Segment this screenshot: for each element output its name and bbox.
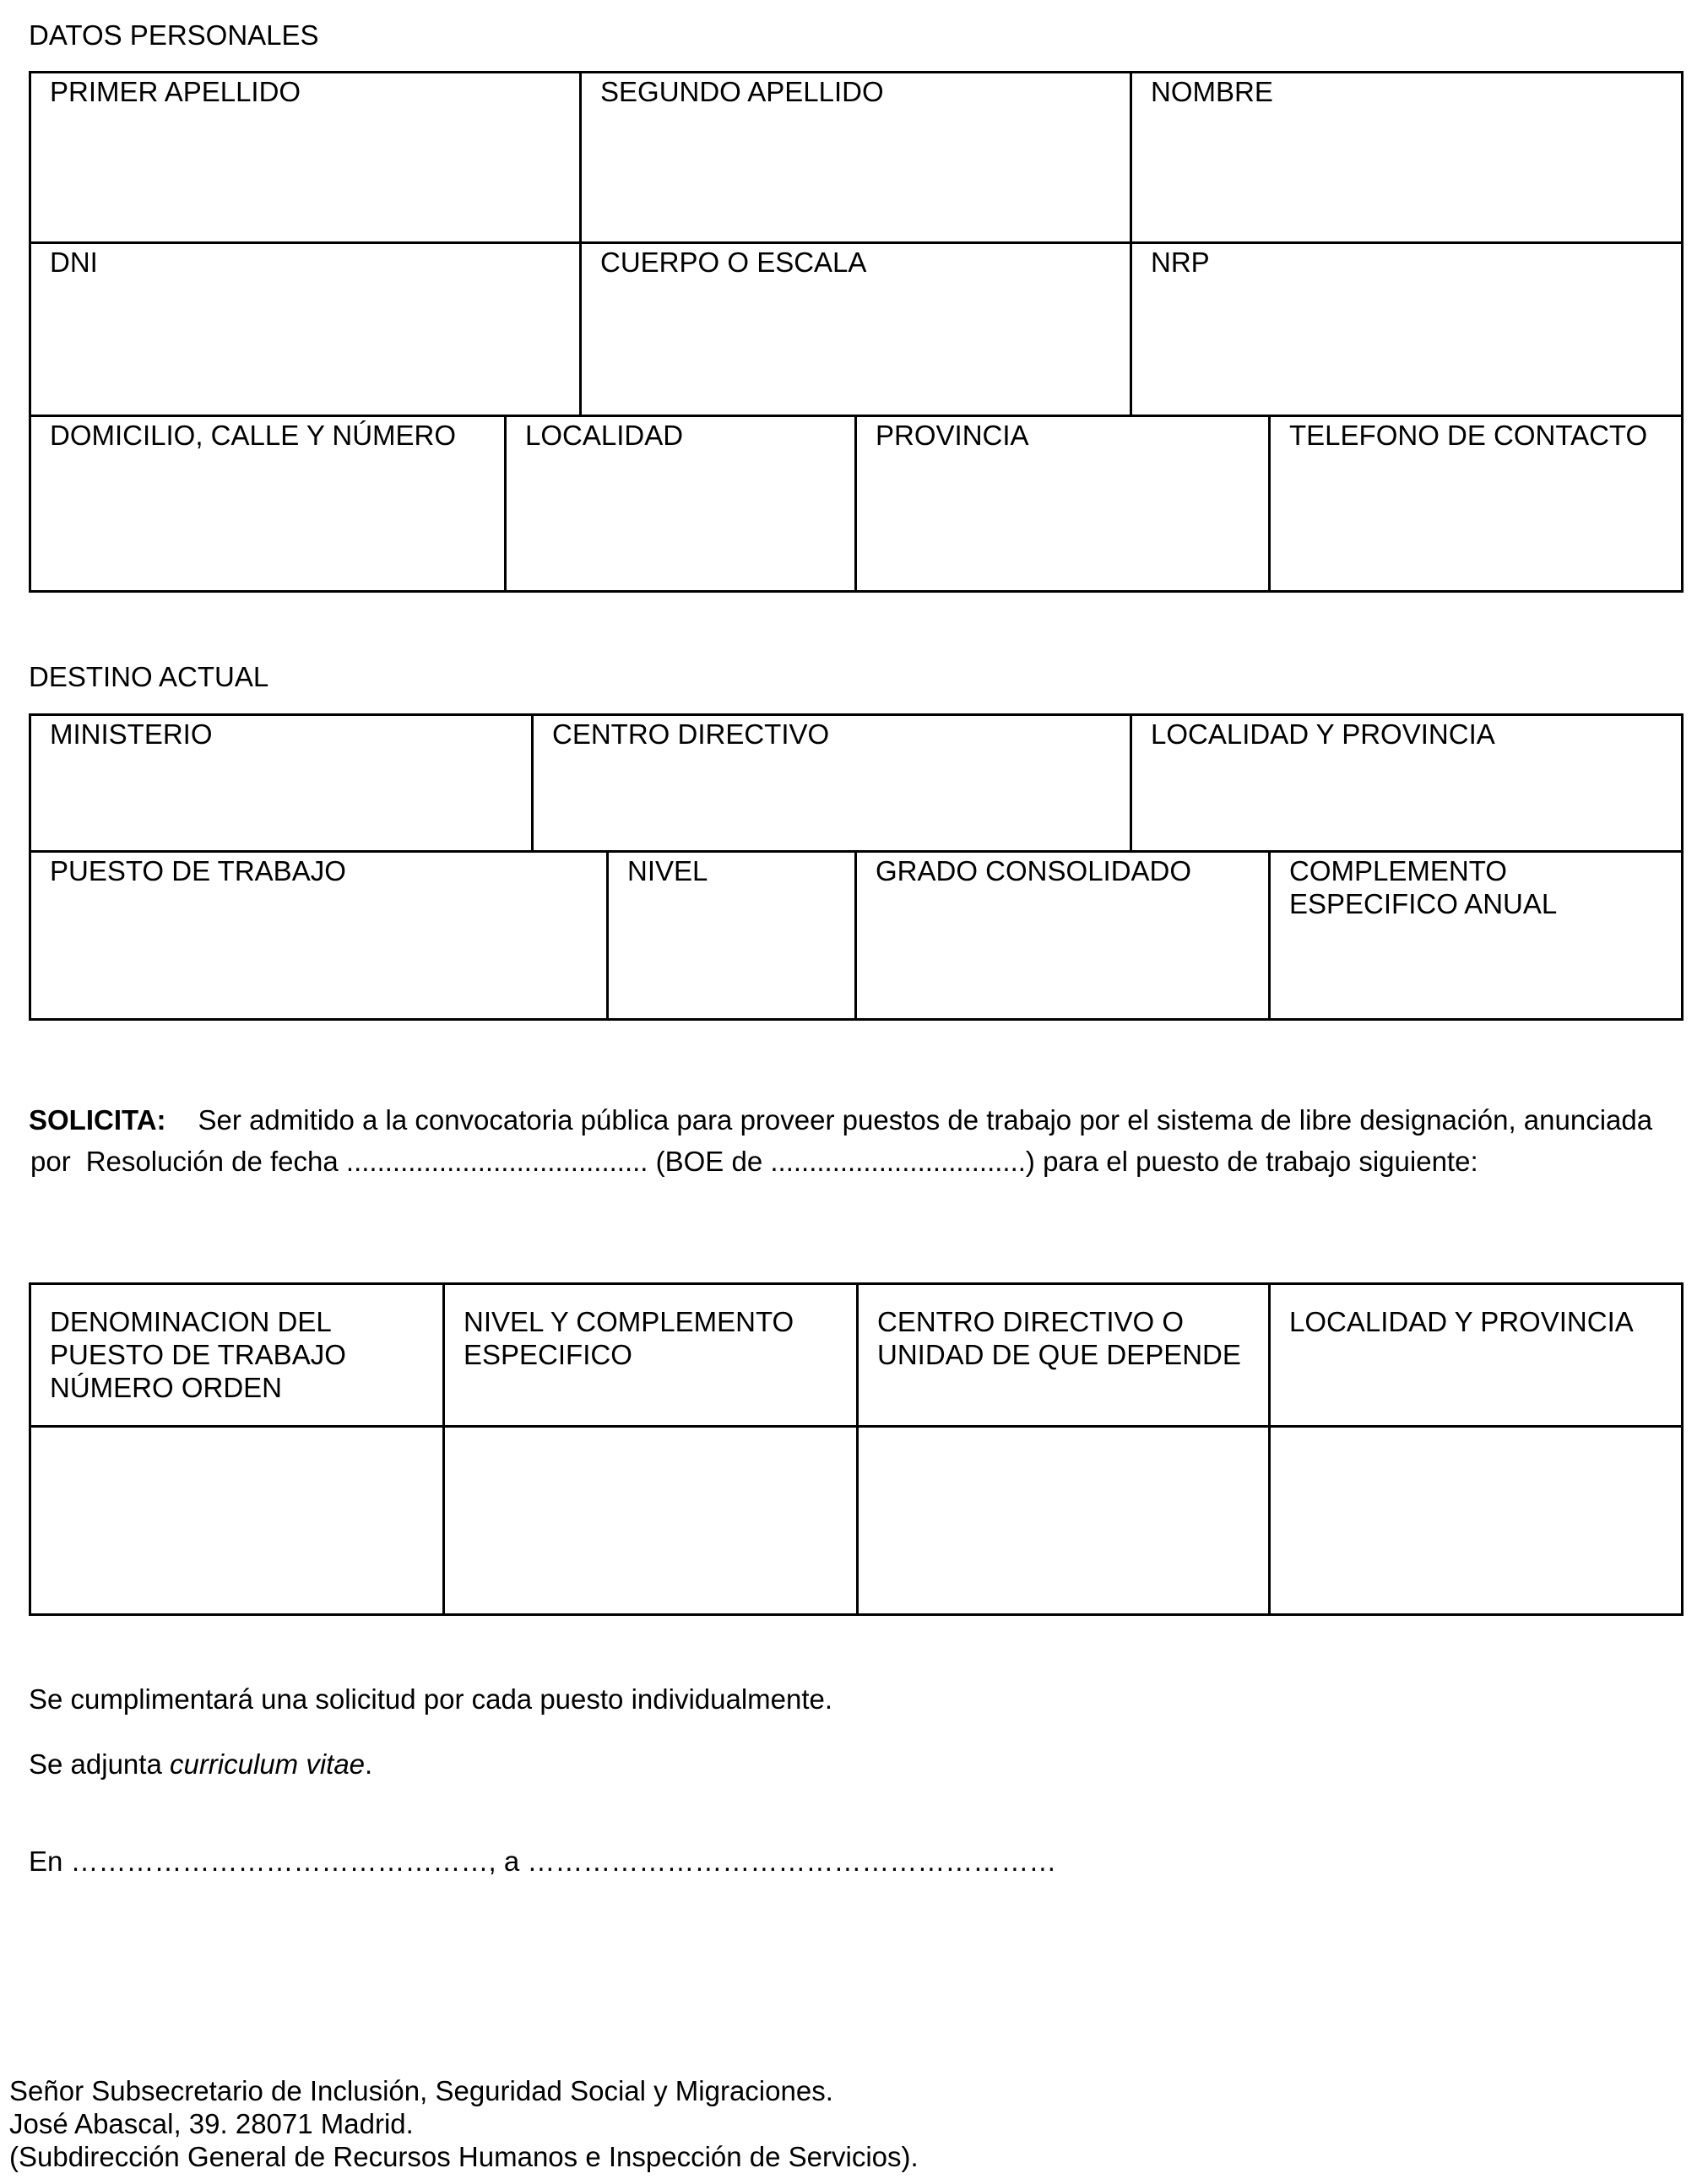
field-label: LOCALIDAD	[525, 420, 684, 451]
solicita-line-1	[29, 1103, 1652, 1137]
field-grado-consolidado[interactable]	[854, 850, 1271, 1021]
field-nombre[interactable]	[1130, 71, 1684, 244]
field-domicilio[interactable]	[29, 415, 507, 593]
input-denominacion[interactable]	[29, 1425, 445, 1616]
field-localidad[interactable]	[504, 415, 857, 593]
field-label: NRP	[1151, 247, 1210, 278]
solicita-text-2: Resolución de fecha ....................................... (BOE de .................................) para el puesto de trabajo siguiente:	[85, 1146, 1478, 1177]
header-centro-directivo	[856, 1282, 1271, 1428]
solicita-line-2	[30, 1145, 1478, 1179]
header-denominacion	[29, 1282, 445, 1428]
header-localidad-provincia	[1268, 1282, 1684, 1428]
field-label: COMPLEMENTO ESPECIFICO ANUAL	[1289, 855, 1558, 919]
note-curriculum-suffix: .	[365, 1748, 373, 1780]
field-nivel[interactable]	[606, 850, 857, 1021]
place-date-line[interactable]: En ………………………………………, a …………………………………………………	[29, 1846, 1057, 1877]
input-centro-directivo[interactable]	[856, 1425, 1271, 1616]
solicita-por: por	[30, 1146, 71, 1177]
field-label: CENTRO DIRECTIVO	[552, 718, 830, 750]
note-curriculum	[29, 1748, 372, 1781]
field-label: DNI	[50, 247, 98, 278]
field-cuerpo-escala[interactable]	[579, 241, 1132, 417]
note-una-solicitud: Se cumplimentará una solicitud por cada puesto individualmente.	[29, 1683, 833, 1715]
field-primer-apellido[interactable]	[29, 71, 582, 244]
addressee-line-3: (Subdirección General de Recursos Humanos e Inspección de Servicios).	[9, 2141, 919, 2172]
input-nivel-complemento[interactable]	[442, 1425, 859, 1616]
header-label: CENTRO DIRECTIVO O UNIDAD DE QUE DEPENDE	[877, 1306, 1241, 1370]
header-label: NIVEL Y COMPLEMENTO ESPECIFICO	[464, 1306, 794, 1370]
field-nrp[interactable]	[1130, 241, 1684, 417]
field-label: SEGUNDO APELLIDO	[600, 76, 884, 107]
addressee-line-2: José Abascal, 39. 28071 Madrid.	[9, 2108, 414, 2139]
field-localidad-provincia[interactable]	[1130, 713, 1684, 853]
field-label: TELEFONO DE CONTACTO	[1289, 420, 1648, 451]
header-nivel-complemento	[442, 1282, 859, 1428]
field-provincia[interactable]	[854, 415, 1271, 593]
field-segundo-apellido[interactable]	[579, 71, 1132, 244]
field-puesto-trabajo[interactable]	[29, 850, 609, 1021]
field-label: NIVEL	[627, 855, 708, 886]
field-label: CUERPO O ESCALA	[600, 247, 867, 278]
field-label: GRADO CONSOLIDADO	[876, 855, 1192, 886]
field-label: PROVINCIA	[876, 420, 1029, 451]
field-label: PUESTO DE TRABAJO	[50, 855, 346, 886]
input-localidad-provincia[interactable]	[1268, 1425, 1684, 1616]
field-complemento-especifico[interactable]	[1268, 850, 1684, 1021]
note-curriculum-italic: curriculum vitae	[169, 1748, 366, 1780]
header-label: LOCALIDAD Y PROVINCIA	[1289, 1306, 1634, 1337]
section-title-datos-personales: DATOS PERSONALES	[29, 19, 319, 51]
addressee-line-1: Señor Subsecretario de Inclusión, Seguridad Social y Migraciones.	[9, 2075, 833, 2106]
field-label: PRIMER APELLIDO	[50, 76, 301, 107]
solicita-label: SOLICITA:	[29, 1104, 166, 1136]
header-label: DENOMINACION DEL PUESTO DE TRABAJO NÚMERO ORDEN	[50, 1306, 346, 1403]
field-label: DOMICILIO, CALLE Y NÚMERO	[50, 420, 457, 451]
field-ministerio[interactable]	[29, 713, 534, 853]
field-label: MINISTERIO	[50, 718, 213, 750]
field-label: NOMBRE	[1151, 76, 1273, 107]
field-label: LOCALIDAD Y PROVINCIA	[1151, 718, 1495, 750]
note-curriculum-prefix: Se adjunta	[29, 1748, 170, 1780]
field-centro-directivo[interactable]	[531, 713, 1132, 853]
section-title-destino-actual: DESTINO ACTUAL	[29, 661, 269, 692]
solicita-text-1: Ser admitido a la convocatoria pública para proveer puestos de trabajo por el sistema de libre designación, anunciada	[198, 1104, 1653, 1136]
field-dni[interactable]	[29, 241, 582, 417]
field-telefono[interactable]	[1268, 415, 1684, 593]
